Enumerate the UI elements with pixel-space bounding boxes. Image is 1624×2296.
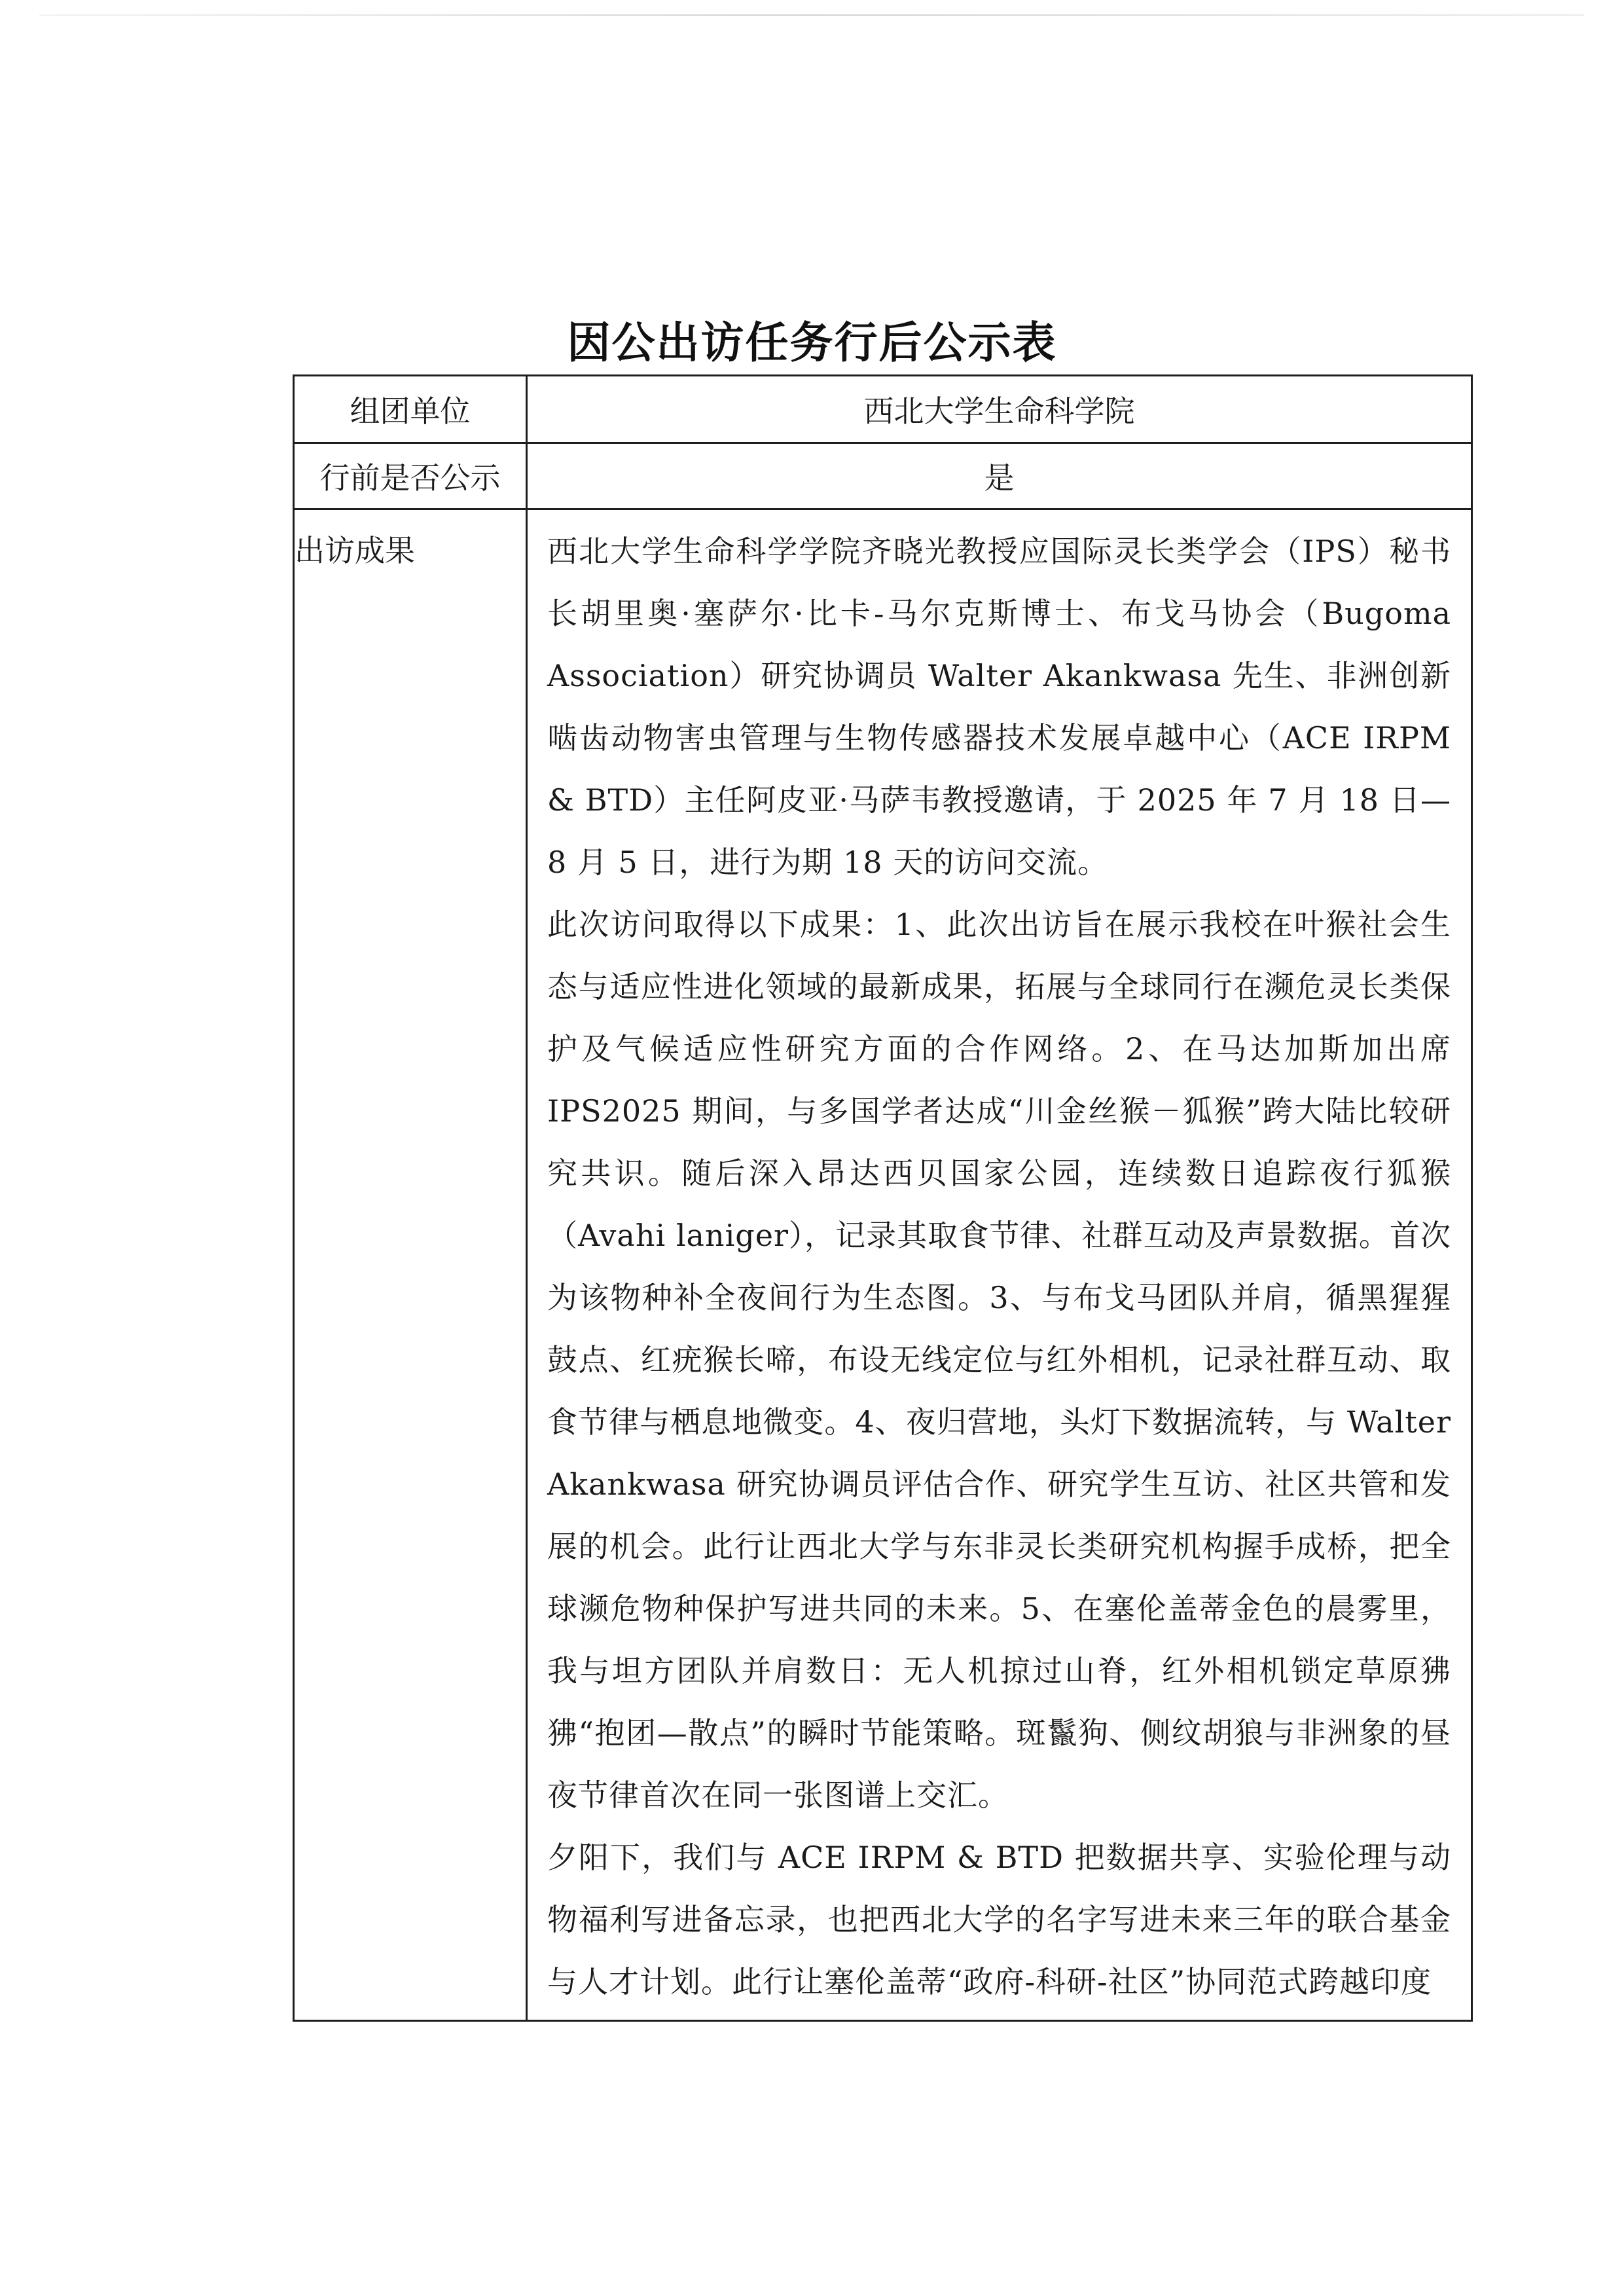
results-body <box>527 509 1472 2021</box>
public-notice-label: 行前是否公示 <box>294 443 527 509</box>
table-row-unit <box>294 376 1472 443</box>
results-label: 出访成果 <box>295 533 415 568</box>
results-paragraph: 西北大学生命科学学院齐晓光教授应国际灵长类学会（IPS）秘书长胡里奥·塞萨尔·比卡-马尔克斯博士、布戈马协会（Bugoma Association）研究协调员 Walter Akankwasa 先生、非洲创新啮齿动物害虫管理与生物传感器技术发展卓越中心（ACE IRPM & BTD）主任阿皮亚·马萨韦教授邀请，于 2025 年 7 月 18 日—8 月 5 日，进行为期 18 天的访问交流。 <box>547 534 1451 880</box>
disclosure-form-table <box>293 374 1473 2022</box>
results-paragraph: 夕阳下，我们与 ACE IRPM & BTD 把数据共享、实验伦理与动物福利写进备忘录，也把西北大学的名字写进未来三年的联合基金与人才计划。此行让塞伦盖蒂“政府-科研-社区”协同范式跨越印度 <box>547 1840 1451 1999</box>
table-row-public-notice <box>294 443 1472 509</box>
document-title: 因公出访任务行后公示表 <box>567 318 1057 368</box>
scan-edge-line <box>39 14 1584 16</box>
public-notice-value: 是 <box>527 443 1472 509</box>
table-row-results <box>294 509 1472 2021</box>
results-label-cell <box>294 509 527 2021</box>
unit-value: 西北大学生命科学院 <box>527 376 1472 443</box>
unit-label: 组团单位 <box>294 376 527 443</box>
results-paragraph: 此次访问取得以下成果：1、此次出访旨在展示我校在叶猴社会生态与适应性进化领域的最新成果，拓展与全球同行在濒危灵长类保护及气候适应性研究方面的合作网络。2、在马达加斯加出席 IPS2025 期间，与多国学者达成“川金丝猴－狐猴”跨大陆比较研究共识。随后深入昂达西贝国家公园，连续数日追踪夜行狐猴（Avahi laniger），记录其取食节律、社群互动及声景数据。首次为该物种补全夜间行为生态图。3、与布戈马团队并肩，循黑猩猩鼓点、红疣猴长啼，布设无线定位与红外相机，记录社群互动、取食节律与栖息地微变。4、夜归营地，头灯下数据流转，与 Walter Akankwasa 研究协调员评估合作、研究学生互访、社区共管和发展的机会。此行让西北大学与东非灵长类研究机构握手成桥，把全球濒危物种保护写进共同的未来。5、在塞伦盖蒂金色的晨雾里，我与坦方团队并肩数日：无人机掠过山脊，红外相机锁定草原狒狒“抱团—散点”的瞬时节能策略。斑鬣狗、侧纹胡狼与非洲象的昼夜节律首次在同一张图谱上交汇。 <box>547 907 1451 1813</box>
